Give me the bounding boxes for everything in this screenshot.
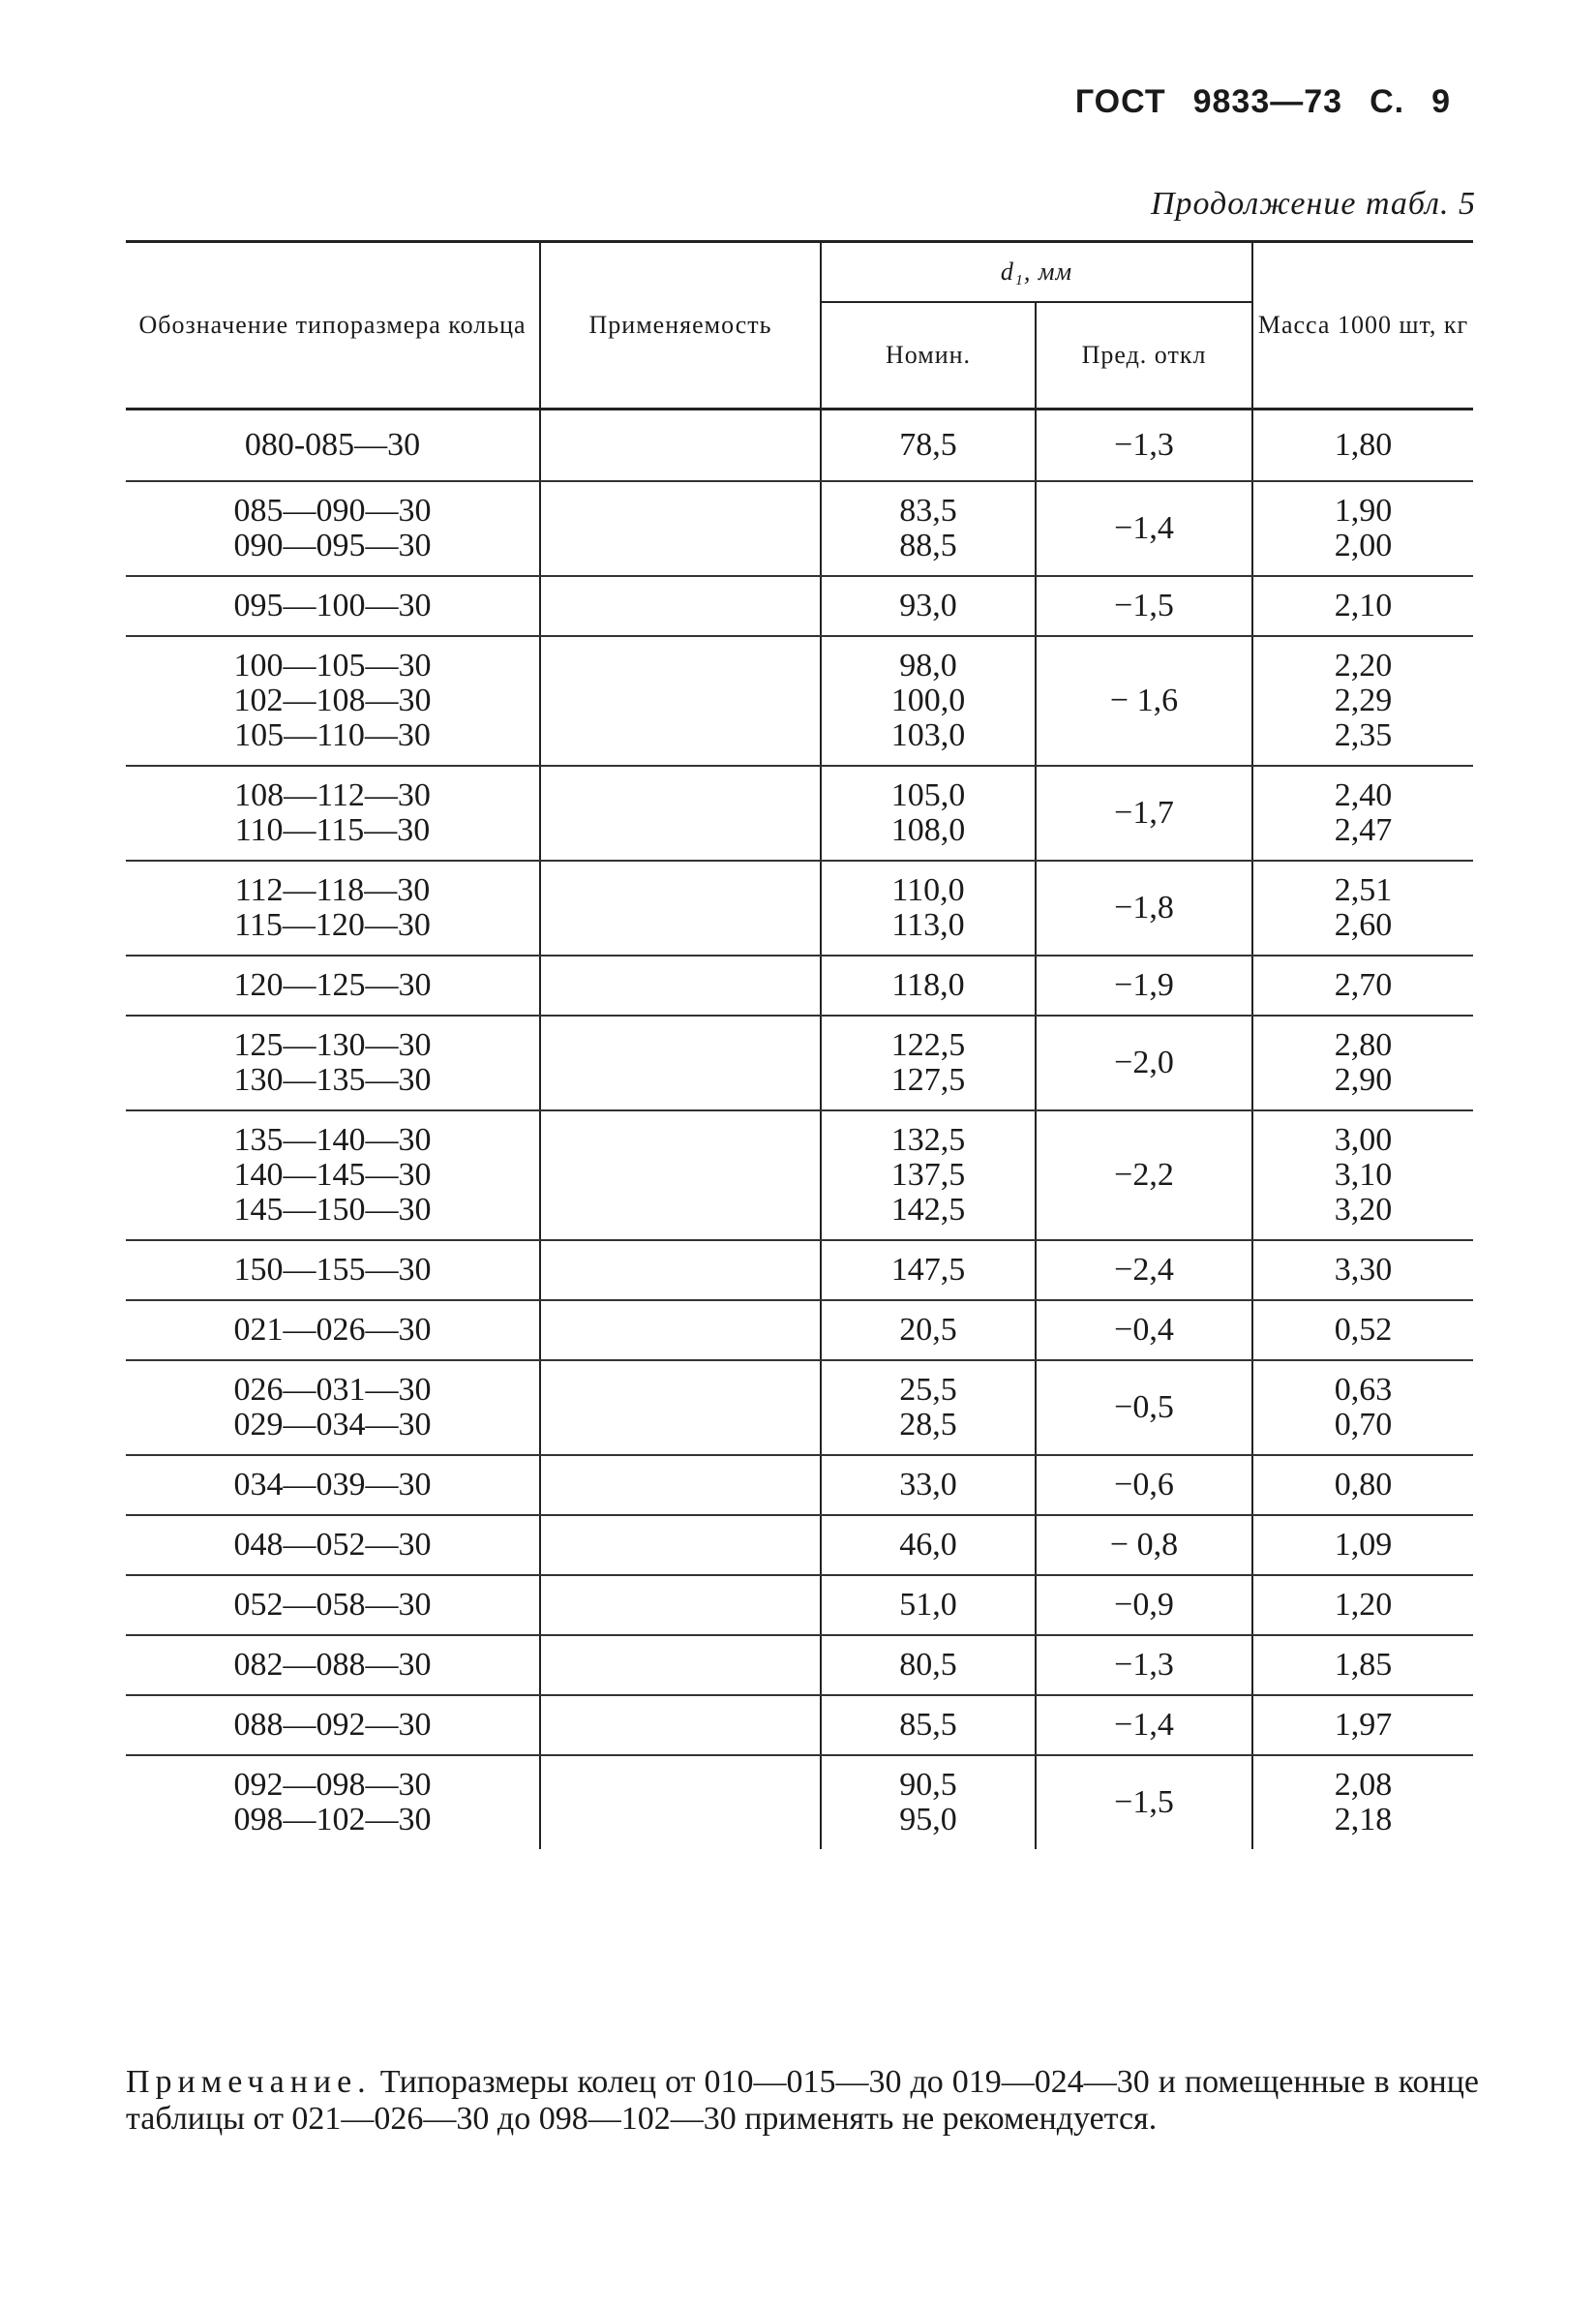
cell-applicability	[540, 481, 821, 576]
cell-mass: 2,40 2,47	[1252, 766, 1473, 861]
table-row	[126, 1515, 1473, 1575]
page-label: С.	[1370, 83, 1405, 120]
table-row	[126, 1300, 1473, 1360]
cell-deviation: −1,4	[1036, 1695, 1252, 1755]
cell-designation: 125—130—30 130—135—30	[126, 1016, 540, 1110]
header-applicability: Применяемость	[540, 242, 821, 410]
cell-applicability	[540, 1515, 821, 1575]
cell-mass: 3,00 3,10 3,20	[1252, 1110, 1473, 1240]
cell-deviation: −0,6	[1036, 1455, 1252, 1515]
cell-mass: 1,20	[1252, 1575, 1473, 1635]
cell-nominal: 78,5	[821, 410, 1036, 482]
cell-nominal: 80,5	[821, 1635, 1036, 1695]
note-label: Примечание.	[126, 2064, 372, 2100]
cell-applicability	[540, 1695, 821, 1755]
cell-nominal: 20,5	[821, 1300, 1036, 1360]
cell-nominal: 83,5 88,5	[821, 481, 1036, 576]
cell-mass: 2,10	[1252, 576, 1473, 636]
cell-designation: 080-085—30	[126, 410, 540, 482]
cell-applicability	[540, 576, 821, 636]
table-note	[126, 2064, 1479, 2138]
cell-mass: 2,80 2,90	[1252, 1016, 1473, 1110]
cell-nominal: 33,0	[821, 1455, 1036, 1515]
cell-designation: 048—052—30	[126, 1515, 540, 1575]
cell-deviation: −1,3	[1036, 410, 1252, 482]
cell-deviation: −0,9	[1036, 1575, 1252, 1635]
cell-applicability	[540, 1635, 821, 1695]
cell-nominal: 105,0 108,0	[821, 766, 1036, 861]
cell-deviation: − 0,8	[1036, 1515, 1252, 1575]
cell-mass: 0,80	[1252, 1455, 1473, 1515]
cell-mass: 1,85	[1252, 1635, 1473, 1695]
cell-nominal: 85,5	[821, 1695, 1036, 1755]
cell-nominal: 51,0	[821, 1575, 1036, 1635]
cell-applicability	[540, 861, 821, 956]
cell-mass: 2,70	[1252, 956, 1473, 1016]
table-row	[126, 481, 1473, 576]
cell-mass: 2,20 2,29 2,35	[1252, 636, 1473, 766]
page-number: 9	[1431, 83, 1451, 120]
cell-deviation: −2,4	[1036, 1240, 1252, 1300]
cell-deviation: −0,4	[1036, 1300, 1252, 1360]
table-row	[126, 410, 1473, 482]
table-row	[126, 956, 1473, 1016]
cell-nominal: 93,0	[821, 576, 1036, 636]
cell-designation: 026—031—30 029—034—30	[126, 1360, 540, 1455]
header-nominal: Номин.	[821, 302, 1036, 410]
header-d1-group	[821, 242, 1252, 303]
cell-applicability	[540, 1360, 821, 1455]
cell-designation: 120—125—30	[126, 956, 540, 1016]
cell-designation: 150—155—30	[126, 1240, 540, 1300]
cell-designation: 088—092—30	[126, 1695, 540, 1755]
cell-mass: 1,09	[1252, 1515, 1473, 1575]
cell-applicability	[540, 410, 821, 482]
cell-designation: 082—088—30	[126, 1635, 540, 1695]
header-mass: Масса 1000 шт, кг	[1252, 242, 1473, 410]
note-text: Типоразмеры колец от 010—015—30 до 019—024—30 и помещенные в конце таблицы от 021—026—30 до 098—102—30 применять не рекомендуется.	[126, 2064, 1479, 2137]
table-row	[126, 1635, 1473, 1695]
cell-applicability	[540, 956, 821, 1016]
cell-mass: 3,30	[1252, 1240, 1473, 1300]
table-row	[126, 1695, 1473, 1755]
cell-designation: 135—140—30 140—145—30 145—150—30	[126, 1110, 540, 1240]
cell-designation: 112—118—30 115—120—30	[126, 861, 540, 956]
standard-label: ГОСТ	[1074, 83, 1166, 120]
table-row	[126, 1360, 1473, 1455]
cell-deviation: −1,5	[1036, 576, 1252, 636]
standard-number: 9833—73	[1192, 83, 1343, 120]
cell-nominal: 46,0	[821, 1515, 1036, 1575]
cell-designation: 021—026—30	[126, 1300, 540, 1360]
cell-applicability	[540, 1575, 821, 1635]
table-row	[126, 636, 1473, 766]
cell-nominal: 25,5 28,5	[821, 1360, 1036, 1455]
cell-designation: 034—039—30	[126, 1455, 540, 1515]
table-row	[126, 1240, 1473, 1300]
header-designation: Обозначение типоразмера кольца	[126, 242, 540, 410]
cell-mass: 1,97	[1252, 1695, 1473, 1755]
cell-mass: 1,80	[1252, 410, 1473, 482]
table-row	[126, 861, 1473, 956]
table-row	[126, 1455, 1473, 1515]
cell-nominal: 147,5	[821, 1240, 1036, 1300]
cell-mass: 2,51 2,60	[1252, 861, 1473, 956]
cell-nominal: 98,0 100,0 103,0	[821, 636, 1036, 766]
cell-applicability	[540, 1110, 821, 1240]
cell-applicability	[540, 1455, 821, 1515]
cell-deviation: −1,3	[1036, 1635, 1252, 1695]
cell-designation: 052—058—30	[126, 1575, 540, 1635]
cell-deviation: −1,7	[1036, 766, 1252, 861]
cell-designation: 095—100—30	[126, 576, 540, 636]
ring-size-table	[126, 240, 1473, 1849]
cell-deviation: −2,2	[1036, 1110, 1252, 1240]
cell-deviation: − 1,6	[1036, 636, 1252, 766]
cell-applicability	[540, 1755, 821, 1849]
cell-nominal: 132,5 137,5 142,5	[821, 1110, 1036, 1240]
cell-applicability	[540, 766, 821, 861]
cell-deviation: −1,4	[1036, 481, 1252, 576]
table-continuation-caption: Продолжение табл. 5	[1150, 186, 1476, 222]
table-row	[126, 576, 1473, 636]
table-body	[126, 410, 1473, 1850]
cell-deviation: −1,9	[1036, 956, 1252, 1016]
cell-designation: 100—105—30 102—108—30 105—110—30	[126, 636, 540, 766]
cell-deviation: −2,0	[1036, 1016, 1252, 1110]
cell-deviation: −0,5	[1036, 1360, 1252, 1455]
table-row	[126, 1575, 1473, 1635]
table-row	[126, 1110, 1473, 1240]
cell-applicability	[540, 1016, 821, 1110]
cell-designation: 092—098—30 098—102—30	[126, 1755, 540, 1849]
table-row	[126, 766, 1473, 861]
cell-mass: 0,52	[1252, 1300, 1473, 1360]
cell-mass: 2,08 2,18	[1252, 1755, 1473, 1849]
page-header	[1075, 83, 1451, 121]
cell-nominal: 118,0	[821, 956, 1036, 1016]
d1-label: d₁, мм	[1000, 258, 1073, 286]
table-row	[126, 1016, 1473, 1110]
table-row	[126, 1755, 1473, 1849]
cell-deviation: −1,8	[1036, 861, 1252, 956]
cell-applicability	[540, 1300, 821, 1360]
cell-designation: 108—112—30 110—115—30	[126, 766, 540, 861]
header-deviation: Пред. откл	[1036, 302, 1252, 410]
cell-designation: 085—090—30 090—095—30	[126, 481, 540, 576]
cell-deviation: −1,5	[1036, 1755, 1252, 1849]
cell-applicability	[540, 636, 821, 766]
cell-mass: 1,90 2,00	[1252, 481, 1473, 576]
cell-nominal: 110,0 113,0	[821, 861, 1036, 956]
cell-nominal: 90,5 95,0	[821, 1755, 1036, 1849]
cell-nominal: 122,5 127,5	[821, 1016, 1036, 1110]
cell-mass: 0,63 0,70	[1252, 1360, 1473, 1455]
cell-applicability	[540, 1240, 821, 1300]
